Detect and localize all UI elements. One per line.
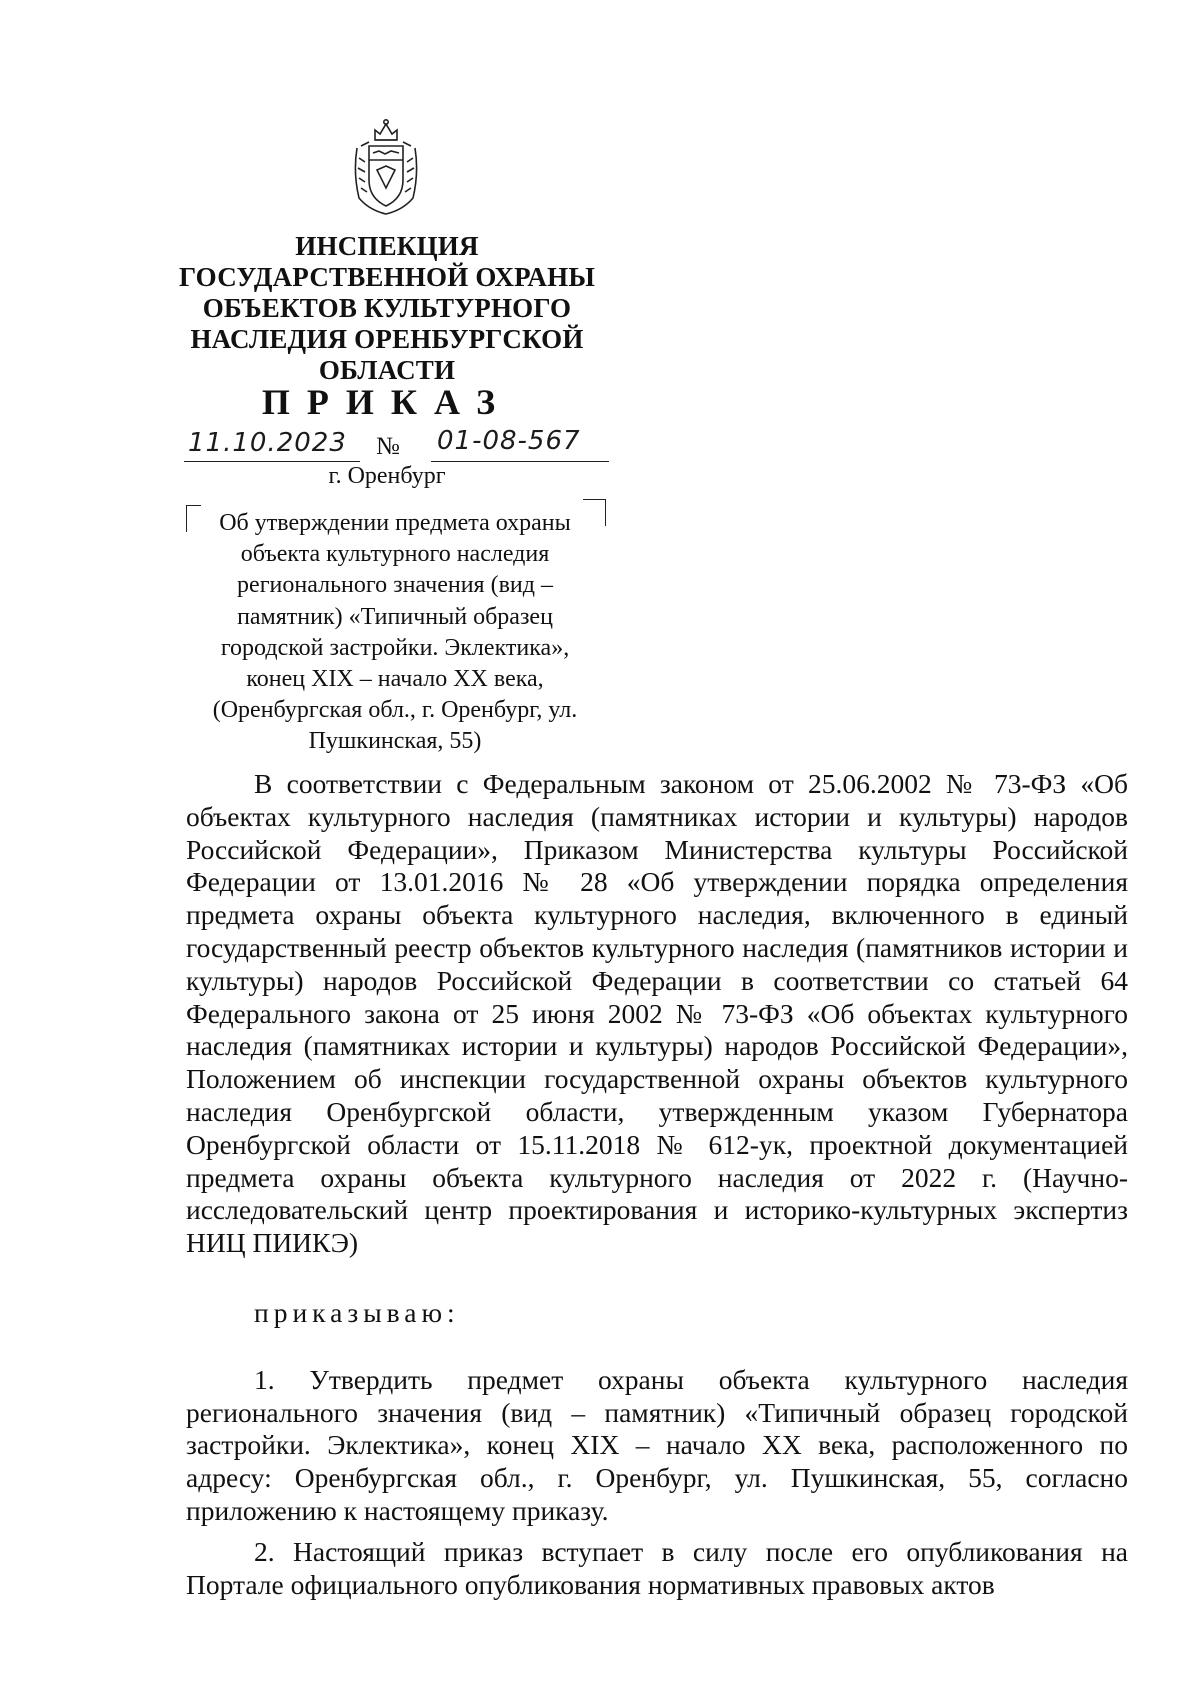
subject-line: памятник) «Типичный образец xyxy=(237,603,553,630)
subject-line: Об утверждении предмета охраны xyxy=(219,510,571,536)
agency-name-line: ГОСУДАРСТВЕННОЙ ОХРАНЫ xyxy=(178,262,596,292)
date-underline xyxy=(184,461,360,462)
agency-name xyxy=(150,231,624,386)
coat-of-arms-emblem xyxy=(349,118,423,218)
subject-line: городской застройки. Эклектика», xyxy=(220,634,570,661)
number-underline xyxy=(431,461,609,462)
number-sign: № xyxy=(376,433,400,460)
order-item-1: 1. Утвердить предмет охраны объекта культурного наследия регионального значения (вид – памятник) «Типичный образец городской застройки. Эклектика», конец XIX – начало XX века, расположенного по адресу: Оренбургская обл., г. Оренбург, ул. Пушкинская, 55, согласно приложению к настоящему приказу. xyxy=(186,1363,1128,1526)
agency-name-line: ИНСПЕКЦИЯ xyxy=(295,231,479,261)
preamble-paragraph: В соответствии с Федеральным законом от 25.06.2002 № 73-ФЗ «Об объектах культурного наследия (памятниках истории и культуры) народов Российской Федерации», Приказом Министерства культуры Российской Федерации от 13.01.2016 № 28 «Об утверждении порядка определения предмета охраны объекта культурного наследия, включенного в единый государственный реестр объектов культурного наследия (памятников истории и культуры) народов Российской Федерации в соответствии со статьей 64 Федерального закона от 25 июня 2002 № 73-ФЗ «Об объектах культурного наследия (памятниках истории и культуры) народов Российской Федерации», Положением об инспекции государственной охраны объектов культурного наследия Оренбургской области, утвержденным указом Губернатора Оренбургской области от 15.11.2018 № 612-ук, проектной документацией предмета охраны объекта культурного наследия от 2022 г. (Научно-исследовательский центр проектирования и историко-культурных экспертиз НИЦ ПИИКЭ) xyxy=(186,768,1128,1259)
subject-line: конец XIX – начало XX века, xyxy=(246,666,544,693)
order-date: 11.10.2023 xyxy=(188,428,347,458)
city: г. Оренбург xyxy=(328,463,446,489)
order-word: приказываю: xyxy=(254,1296,460,1328)
order-item-2: 2. Настоящий приказ вступает в силу после его опубликования на Портале официального опубликования нормативных правовых актов xyxy=(186,1535,1128,1600)
subject-line: Пушкинская, 55) xyxy=(308,728,482,755)
document-type-title: ПРИКАЗ xyxy=(261,382,513,422)
subject-line: (Оренбургская обл., г. Оренбург, ул. xyxy=(212,697,578,724)
order-subject xyxy=(195,508,595,758)
order-number: 01-08-567 xyxy=(437,426,581,456)
subject-line: регионального значения (вид – xyxy=(237,572,553,599)
document-body xyxy=(186,768,1128,1601)
agency-name-line: ОБЪЕКТОВ КУЛЬТУРНОГО xyxy=(202,293,572,323)
subject-line: объекта культурного наследия xyxy=(240,541,550,568)
agency-name-line: ОБЛАСТИ xyxy=(318,355,456,385)
agency-name-line: НАСЛЕДИЯ ОРЕНБУРГСКОЙ xyxy=(190,324,584,354)
